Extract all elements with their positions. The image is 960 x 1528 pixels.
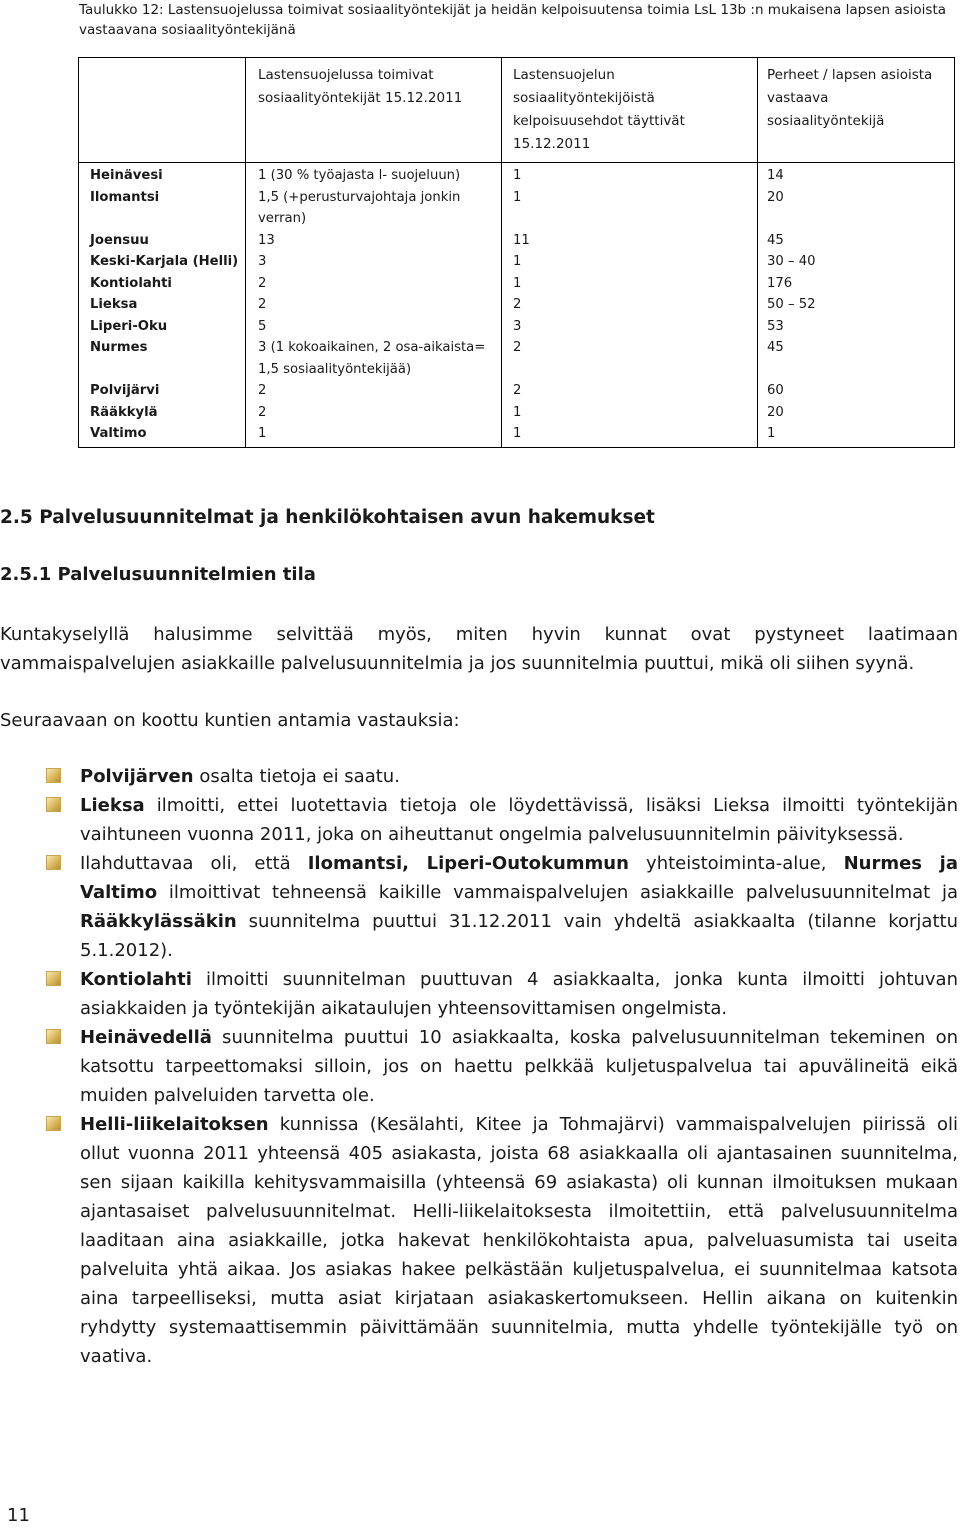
- table-row: [79, 163, 955, 187]
- responses-list: [0, 762, 958, 1371]
- list-item: [0, 849, 958, 965]
- municipality-name: Polvijärven: [80, 766, 194, 787]
- subsection-heading: 2.5.1 Palvelusuunnitelmien tila: [0, 564, 316, 585]
- municipality-cell: Keski-Karjala (Helli): [79, 251, 246, 273]
- list-item: [0, 762, 958, 791]
- table-cell: 1: [502, 402, 758, 424]
- list-item-text: ilmoitti, ettei luotettavia tietoja ole löydettävissä, lisäksi Lieksa ilmoitti työntekijän vaihtuneen vuonna 2011, joka on aiheuttanut ongelmia palvelusuunnitelmin päivityksessä.: [80, 795, 958, 845]
- table-cell: 13: [246, 230, 502, 252]
- table-row: [79, 402, 955, 424]
- municipality-cell: Polvijärvi: [79, 380, 246, 402]
- table-cell: 2: [246, 380, 502, 402]
- table-cell: 2: [246, 273, 502, 295]
- municipality-name: Helli-liikelaitoksen: [80, 1114, 269, 1135]
- table-cell: 45: [758, 230, 955, 252]
- table-row: [79, 230, 955, 252]
- table-cell: 11: [502, 230, 758, 252]
- table-caption: Taulukko 12: Lastensuojelussa toimivat sosiaalityöntekijät ja heidän kelpoisuutensa toimia LsL 13b :n mukaisena lapsen asioista vastaavana sosiaalityöntekijänä: [79, 2, 947, 38]
- bullet-icon: [46, 797, 61, 812]
- table-row: [79, 273, 955, 295]
- table-cell: 2: [502, 294, 758, 316]
- table-cell: 3: [502, 316, 758, 338]
- table-cell: 60: [758, 380, 955, 402]
- list-item-text: yhteistoiminta-alue,: [628, 853, 844, 874]
- table-cell: 176: [758, 273, 955, 295]
- table-row: [79, 337, 955, 380]
- social-workers-table: [78, 57, 955, 448]
- list-item-text: suunnitelma puuttui 10 asiakkaalta, koska palvelusuunnitelman tekeminen on katsottu tarpeettomaksi silloin, jos on haettu pelkkää kuljetuspalvelua tai apuvälineitä eikä muiden palveluiden tarvetta ole.: [80, 1027, 958, 1106]
- municipality-cell: Ilomantsi: [79, 187, 246, 230]
- table-cell: 1 (30 % työajasta l- suojeluun): [246, 163, 502, 187]
- list-item-text: osalta tietoja ei saatu.: [193, 766, 400, 787]
- table-header-row: [79, 58, 955, 163]
- table-cell: 20: [758, 402, 955, 424]
- table-cell: 1: [502, 187, 758, 230]
- table-cell: 45: [758, 337, 955, 380]
- list-item-text: ilmoitti suunnitelman puuttuvan 4 asiakkaalta, jonka kunta ilmoitti johtuvan asiakkaiden ja työntekijän aikataulujen yhteensovittamisen ongelmista.: [80, 969, 958, 1019]
- list-item: [0, 965, 958, 1023]
- table-cell: 30 – 40: [758, 251, 955, 273]
- page-number: 11: [7, 1505, 30, 1526]
- municipality-cell: Rääkkylä: [79, 402, 246, 424]
- table-header-cell: Perheet / lapsen asioista vastaava sosiaalityöntekijä: [758, 58, 955, 163]
- list-item-text: suunnitelma puuttui 31.12.2011 vain yhdeltä asiakkaalta (tilanne korjattu 5.1.2012).: [80, 911, 958, 961]
- bullet-icon: [46, 1116, 61, 1131]
- table-row: [79, 251, 955, 273]
- table-row: [79, 294, 955, 316]
- municipality-cell: Nurmes: [79, 337, 246, 380]
- municipality-name: Kontiolahti: [80, 969, 192, 990]
- municipality-name: Nurmes ja Valtimo: [80, 853, 958, 903]
- table-header-cell: [79, 58, 246, 163]
- table-cell: 1: [758, 423, 955, 447]
- table-cell: 1: [502, 251, 758, 273]
- table-row: [79, 380, 955, 402]
- table-cell: 2: [502, 337, 758, 380]
- municipality-name: Heinävedellä: [80, 1027, 212, 1048]
- municipality-cell: Heinävesi: [79, 163, 246, 187]
- table-cell: 1: [246, 423, 502, 447]
- table-cell: 20: [758, 187, 955, 230]
- bullet-icon: [46, 971, 61, 986]
- municipality-name: Rääkkylässäkin: [80, 911, 237, 932]
- municipality-cell: Liperi-Oku: [79, 316, 246, 338]
- bullet-icon: [46, 855, 61, 870]
- list-item: [0, 1110, 958, 1371]
- responses-intro: Seuraavaan on koottu kuntien antamia vastauksia:: [0, 710, 460, 731]
- table-cell: 5: [246, 316, 502, 338]
- municipality-name: Lieksa: [80, 795, 145, 816]
- municipality-cell: Lieksa: [79, 294, 246, 316]
- list-item-text: Ilahduttavaa oli, että: [80, 853, 308, 874]
- municipality-cell: Kontiolahti: [79, 273, 246, 295]
- table-header-cell: Lastensuojelun sosiaalityöntekijöistä kelpoisuusehdot täyttivät 15.12.2011: [502, 58, 758, 163]
- table-cell: 2: [502, 380, 758, 402]
- table-row: [79, 423, 955, 447]
- list-item: [0, 791, 958, 849]
- table-cell: 1: [502, 163, 758, 187]
- table-cell: 53: [758, 316, 955, 338]
- table-cell: 3: [246, 251, 502, 273]
- table-row: [79, 316, 955, 338]
- table-cell: 2: [246, 402, 502, 424]
- table-header-cell: Lastensuojelussa toimivat sosiaalityöntekijät 15.12.2011: [246, 58, 502, 163]
- municipality-cell: Joensuu: [79, 230, 246, 252]
- bullet-icon: [46, 768, 61, 783]
- table-cell: 2: [246, 294, 502, 316]
- table-cell: 1: [502, 273, 758, 295]
- bullet-icon: [46, 1029, 61, 1044]
- municipality-name: Ilomantsi, Liperi-Outokummun: [307, 853, 629, 874]
- table-row: [79, 187, 955, 230]
- list-item-text: ilmoittivat tehneensä kaikille vammaispalvelujen asiakkaille palvelusuunnitelmat ja: [157, 882, 958, 903]
- table-cell: 3 (1 kokoaikainen, 2 osa-aikaista= 1,5 sosiaalityöntekijää): [246, 337, 502, 380]
- list-item: [0, 1023, 958, 1110]
- section-heading: 2.5 Palvelusuunnitelmat ja henkilökohtaisen avun hakemukset: [0, 507, 655, 528]
- municipality-cell: Valtimo: [79, 423, 246, 447]
- table-cell: 1,5 (+perusturvajohtaja jonkin verran): [246, 187, 502, 230]
- list-item-text: kunnissa (Kesälahti, Kitee ja Tohmajärvi) vammaispalvelujen piirissä oli ollut vuonna 2011 yhteensä 405 asiakasta, joista 68 asiakkaalla oli ajantasainen suunnitelma, sen sijaan kaikilla kehitysvammaisilla (yhteensä 69 asiakasta) oli kunnan ilmoituksen mukaan ajantasaiset palvelusuunnitelmat. Helli-liikelaitoksesta ilmoitettiin, että palvelusuunnitelma laaditaan aina asiakkaille, jotka hakevat henkilökohtaista apua, palveluasumista tai useita palveluita yhtä aikaa. Jos asiakas hakee pelkästään kuljetuspalvelua, ei suunnitelmaa katsota aina tarpeelliseksi, mutta asiat kirjataan asiakaskertomukseen. Hellin aikana on kuitenkin ryhdytty systemaattisemmin päivittämään suunnitelmia, mutta yhdelle työntekijälle työ on vaativa.: [80, 1114, 958, 1367]
- table-cell: 1: [502, 423, 758, 447]
- intro-paragraph: Kuntakyselyllä halusimme selvittää myös, miten hyvin kunnat ovat pystyneet laatimaan vammaispalvelujen asiakkaille palvelusuunnitelmia ja jos suunnitelmia puuttui, mikä oli siihen syynä.: [0, 624, 958, 674]
- table-cell: 14: [758, 163, 955, 187]
- table-cell: 50 – 52: [758, 294, 955, 316]
